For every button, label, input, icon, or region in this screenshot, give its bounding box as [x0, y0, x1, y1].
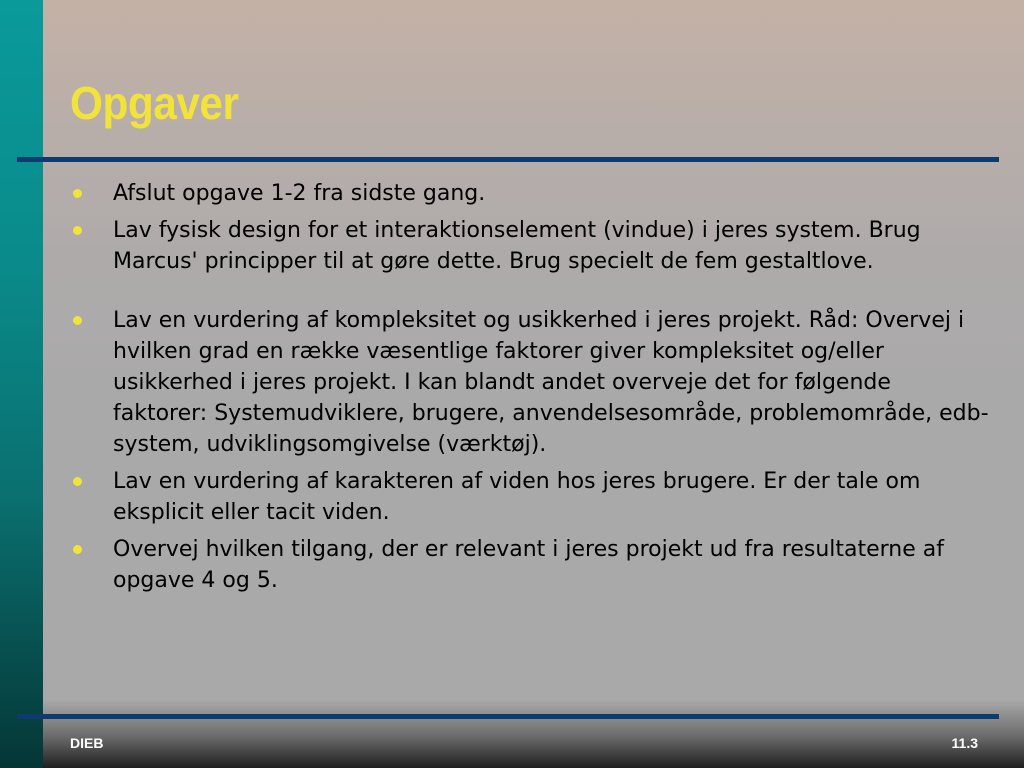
slide-title: Opgaver: [70, 77, 239, 129]
bullet-text: Lav en vurdering af karakteren af viden hos jeres brugere. Er der tale om eksplicit eller tacit viden.: [113, 469, 921, 525]
bullet-item: [70, 466, 990, 528]
bullet-text: Lav en vurdering af kompleksitet og usikkerhed i jeres projekt. Råd: Overvej i hvilken grad en række væsentlige faktorer giver kompleksitet og/eller usikkerhed i jeres projekt. I kan blandt andet overveje det for følgende faktorer: Systemudviklere, brugere, anvendelsesområde, problemområde, edb-system, udviklingsomgivelse (værktøj).: [113, 308, 989, 457]
footer-course-label: DIEB: [70, 735, 104, 751]
bullet-dot-icon: [73, 545, 82, 554]
bullet-text: Lav fysisk design for et interaktionselement (vindue) i jeres system. Brug Marcus' principper til at gøre dette. Brug specielt de fem gestaltlove.: [113, 218, 921, 274]
footer-divider: [17, 714, 999, 719]
bullet-dot-icon: [73, 226, 82, 235]
bullet-item: [70, 534, 990, 596]
bullet-text: Afslut opgave 1-2 fra sidste gang.: [113, 181, 486, 206]
footer-slide-number: 11.3: [951, 735, 978, 751]
bullet-dot-icon: [73, 477, 82, 486]
bullet-item: [70, 215, 990, 277]
bullet-text: Overvej hvilken tilgang, der er relevant i jeres projekt ud fra resultaterne af opgave 4 og 5.: [113, 537, 945, 593]
left-accent-bar: [0, 0, 43, 768]
bullet-dot-icon: [73, 189, 82, 198]
bullet-item: [70, 178, 990, 209]
title-divider: [17, 157, 999, 162]
bullet-item: [70, 305, 990, 460]
bullet-dot-icon: [73, 316, 82, 325]
bullet-list: [70, 178, 990, 602]
